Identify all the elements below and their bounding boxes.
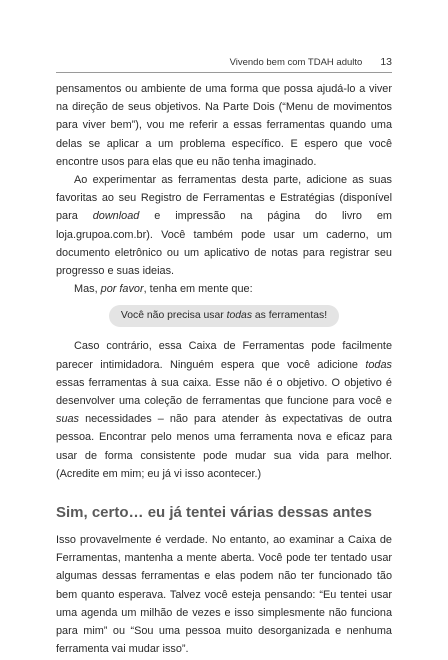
page-body [56, 80, 392, 658]
emphasis-todas: todas [226, 310, 253, 322]
section-heading: Sim, certo… eu já tentei várias dessas antes [56, 504, 372, 522]
running-header [0, 56, 392, 70]
paragraph-text: Caso contrário, essa Caixa de Ferramentas pode facilmente parecer intimidadora. Ninguém espera que você adicione [56, 340, 392, 371]
callout-wrapper [56, 305, 392, 327]
paragraph-text: e impressão na página do livro em loja.grupoa.com.br). Você também pode usar um caderno, um documento eletrônico ou um aplicativo de notas para registrar seu progresso e suas ideias. [56, 210, 392, 278]
emphasis-por-favor: por favor [100, 283, 144, 296]
paragraph-otherwise [56, 337, 392, 483]
paragraph-text: Ao experimentar as ferramentas desta parte, adicione as suas favoritas ao seu Registro de Ferramentas e Estratégias (disponível para [56, 174, 392, 223]
paragraph-text: , tenha em mente que: [143, 283, 253, 296]
callout-text: as ferramentas! [252, 310, 328, 322]
paragraph-text: Mas, [74, 283, 101, 296]
paragraph-continued: pensamentos ou ambiente de uma forma que possa ajudá-lo a viver na direção de seus objetivos. Na Parte Dois (“Menu de movimentos para viver bem”), vou me referir a essas ferramentas quando uma delas se aplicar a um problema específico. E espero que você encontre usos para elas que eu não tenha imaginado. [56, 83, 392, 168]
callout-text: Você não precisa usar [120, 310, 227, 322]
emphasis-todas: todas [365, 358, 392, 371]
page-number: 13 [380, 56, 392, 68]
running-title: Vivendo bem com TDAH adulto [229, 57, 363, 68]
callout-box [109, 305, 339, 327]
emphasis-download: download [92, 210, 140, 223]
emphasis-suas: suas [56, 413, 80, 426]
paragraph-please [56, 280, 392, 298]
header-rule [56, 72, 392, 73]
paragraph-text: essas ferramentas à sua caixa. Esse não é o objetivo. O objetivo é desenvolver uma coleção de ferramentas que funcione para você e [56, 376, 392, 408]
paragraph-text: necessidades – não para atender às expectativas de outra pessoa. Encontrar pelo menos uma ferramenta nova e eficaz para usar de forma consistente pode mudar sua vida para melhor. (Acredite em mim; eu já vi isso acontecer.) [56, 413, 392, 480]
paragraph-favorites [56, 171, 392, 280]
paragraph-section-intro: Isso provavelmente é verdade. No entanto, ao examinar a Caixa de Ferramentas, mantenha a mente aberta. Você pode ter tentado usar algumas dessas ferramentas e elas podem não ter funcionado tão bem quanto esperava. Talvez você esteja pensando: “Eu tentei usar uma agenda um milhão de vezes e isso simplesmente não funciona para mim” ou “Sou uma pessoa muito desorganizada e nenhuma ferramenta vai mudar isso”. [56, 534, 392, 656]
